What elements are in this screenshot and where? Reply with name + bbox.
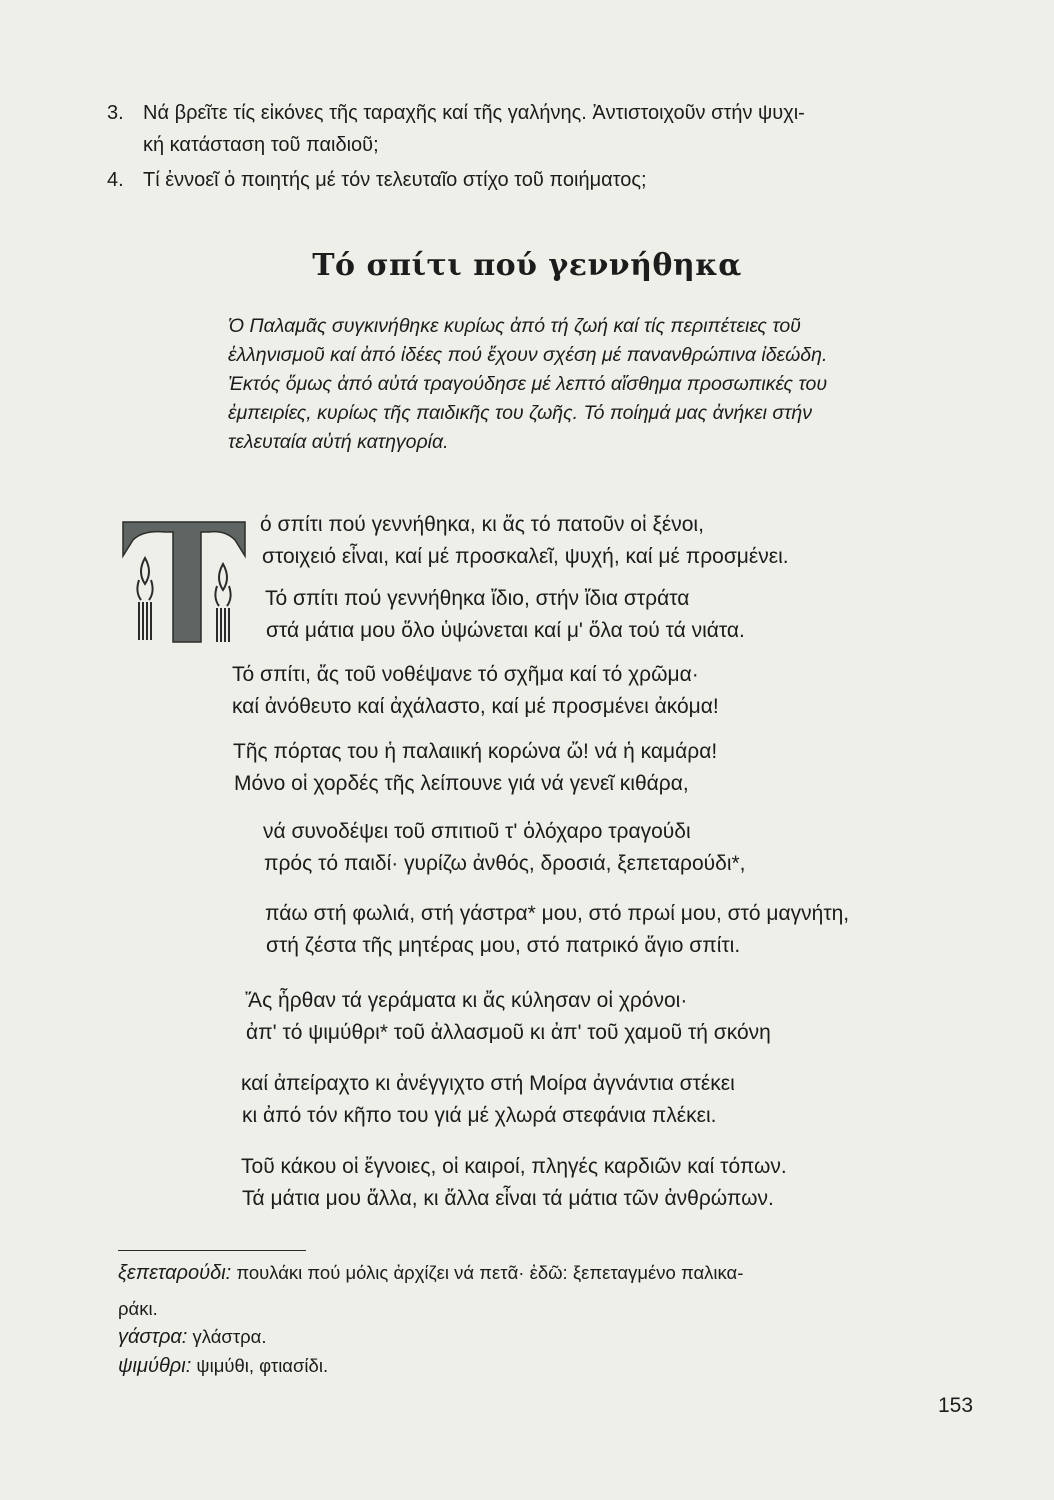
- footnote-definition: πουλάκι πού μόλις ἀρχίζει νά πετᾶ· ἐδῶ: ξεπεταγμένο παλικα-: [236, 1262, 744, 1283]
- verse-line: πρός τό παιδί· γυρίζω ἀνθός, δροσιά, ξεπεταρούδι*,: [264, 852, 746, 875]
- intro-line: Ἐκτός ὅμως ἀπό αὐτά τραγούδησε μέ λεπτό αἴσθημα προσωπικές του: [228, 373, 828, 395]
- footnote: [118, 1262, 743, 1285]
- footnote-term: ψιμύθρι:: [118, 1355, 192, 1377]
- page-number: 153: [938, 1394, 974, 1417]
- verse-line: Τό σπίτι πού γεννήθηκα ἴδιο, στήν ἴδια στράτα: [265, 587, 690, 610]
- verse-line: νά συνοδέψει τοῦ σπιτιοῦ τ' ὁλόχαρο τραγούδι: [263, 820, 691, 843]
- verse-line: Τά μάτια μου ἄλλα, κι ἄλλα εἶναι τά μάτια τῶν ἀνθρώπων.: [242, 1187, 774, 1210]
- footnote-term: ξεπεταρούδι:: [118, 1262, 232, 1284]
- intro-line: τελευταία αὐτή κατηγορία.: [228, 431, 449, 453]
- verse-line: πάω στή φωλιά, στή γάστρα* μου, στό πρωί μου, στό μαγνήτη,: [265, 902, 850, 925]
- footnote-continued: ράκι.: [118, 1298, 158, 1319]
- footnote-term: γάστρα:: [118, 1326, 188, 1348]
- intro-paragraph: [228, 312, 978, 457]
- verse-line: Τῆς πόρτας του ἡ παλαιική κορώνα ὤ! νά ἡ καμάρα!: [233, 740, 718, 763]
- verse-line: Τοῦ κάκου οἱ ἔγνοιες, οἱ καιροί, πληγές καρδιῶν καί τόπων.: [241, 1155, 787, 1178]
- footnote: [118, 1326, 267, 1349]
- poem-title: Τό σπίτι πού γεννήθηκα: [312, 248, 742, 283]
- question-text-continued: κή κατάσταση τοῦ παιδιοῦ;: [143, 134, 379, 156]
- verse-line: στοιχειό εἶναι, καί μέ προσκαλεῖ, ψυχή, καί μέ προσμένει.: [262, 545, 789, 568]
- question-number: 4.: [107, 169, 124, 191]
- verse-line: κι ἀπό τόν κῆπο του γιά μέ χλωρά στεφάνια πλέκει.: [242, 1104, 717, 1127]
- intro-line: Ὁ Παλαμᾶς συγκινήθηκε κυρίως ἀπό τή ζωή καί τίς περιπέτειες τοῦ: [228, 315, 801, 337]
- question-text: Τί ἐννοεῖ ὁ ποιητής μέ τόν τελευταῖο στίχο τοῦ ποιήματος;: [143, 169, 647, 191]
- verse-line: ἀπ' τό ψιμύθρι* τοῦ ἀλλασμοῦ κι ἀπ' τοῦ χαμοῦ τή σκόνη: [246, 1021, 771, 1044]
- verse-line: καί ἀπείραχτο κι ἀνέγγιχτο στή Μοίρα ἀγνάντια στέκει: [241, 1072, 735, 1095]
- verse-line: καί ἀνόθευτο καί ἀχάλαστο, καί μέ προσμένει ἀκόμα!: [232, 695, 719, 718]
- candle-ornament-left: [137, 558, 152, 640]
- footnote-definition: ψιμύθι, φτιασίδι.: [196, 1355, 329, 1376]
- intro-line: ἐμπειρίες, κυρίως τῆς παιδικῆς του ζωῆς. Τό ποίημά μας ἀνήκει στήν: [228, 402, 812, 424]
- verse-line: ό σπίτι πού γεννήθηκα, κι ἄς τό πατοῦν οἱ ξένοι,: [260, 513, 704, 536]
- candle-ornament-right: [215, 564, 230, 642]
- verse-line: στή ζέστα τῆς μητέρας μου, στό πατρικό ἅγιο σπίτι.: [266, 934, 741, 957]
- verse-line: στά μάτια μου ὅλο ὑψώνεται καί μ' ὅλα τού τά νιάτα.: [266, 619, 745, 642]
- question-number: 3.: [107, 102, 124, 124]
- footnote-definition: γλάστρα.: [192, 1326, 267, 1347]
- verse-line: Μόνο οἱ χορδές τῆς λείπουνε γιά νά γενεῖ κιθάρα,: [234, 772, 689, 795]
- verse-line: Ἄς ἦρθαν τά γεράματα κι ἄς κύλησαν οἱ χρόνοι·: [245, 989, 688, 1012]
- verse-line: Τό σπίτι, ἄς τοῦ νοθέψανε τό σχῆμα καί τό χρῶμα·: [232, 663, 699, 686]
- footnote: [118, 1355, 328, 1378]
- footnote-divider: [118, 1250, 306, 1251]
- decorative-dropcap-t: [119, 518, 251, 646]
- question-text: Νά βρεῖτε τίς εἰκόνες τῆς ταραχῆς καί τῆς γαλήνης. Ἀντιστοιχοῦν στήν ψυχι-: [143, 102, 805, 124]
- intro-line: ἑλληνισμοῦ καί ἀπό ἰδέες πού ἔχουν σχέση μέ πανανθρώπινα ἰδεώδη.: [228, 344, 828, 366]
